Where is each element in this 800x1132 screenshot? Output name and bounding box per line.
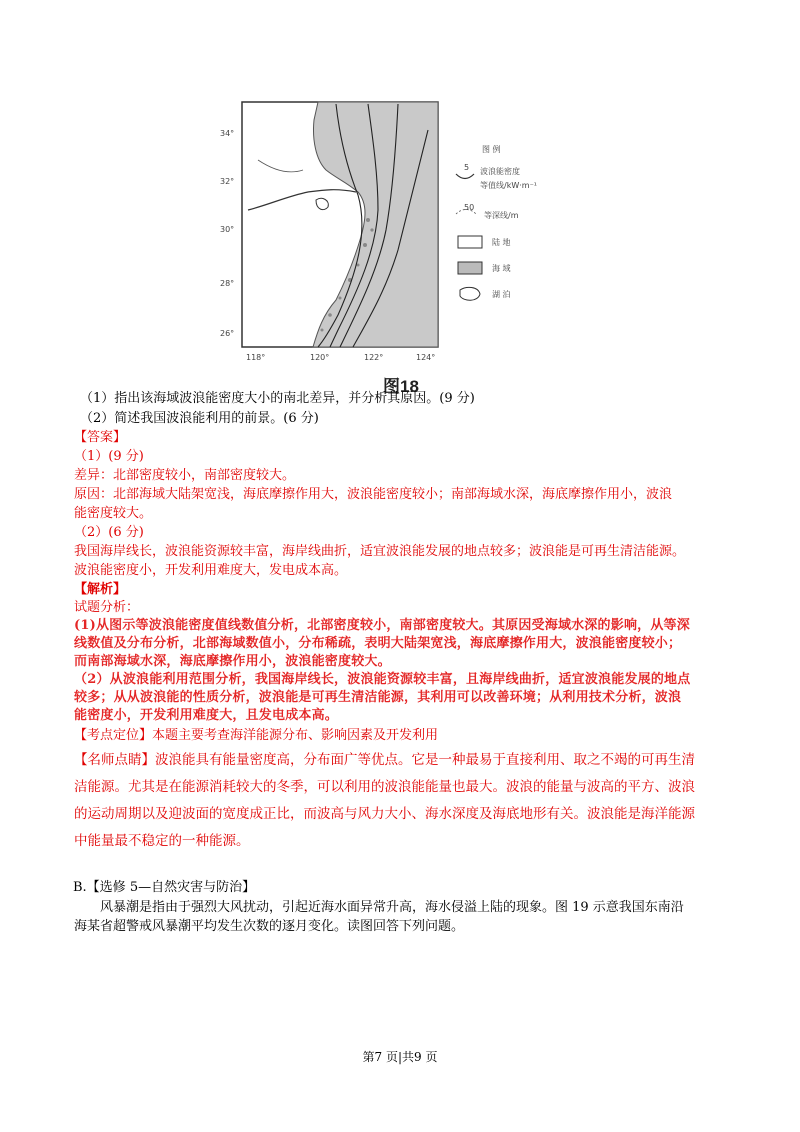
answer-1-reason-cont: 能密度较大。	[74, 506, 153, 521]
legend-lake: 湖 泊	[492, 290, 511, 299]
exam-point: 【考点定位】本题主要考查海洋能源分布、影响因素及开发利用	[74, 728, 439, 743]
answer-1-diff: 差异：北部密度较小，南部密度较大。	[74, 468, 296, 483]
teacher-note-line: 的运动周期以及迎波面的宽度成正比，而波高与风力大小、海水深度及海底地形有关。波浪能是海洋能源	[74, 806, 695, 822]
analysis-line: 而南部海域水深，海底摩擦作用小，波浪能密度较大。	[74, 654, 391, 669]
lon-label: 122°	[364, 353, 384, 362]
legend-land: 陆 地	[492, 238, 511, 247]
lon-label: 120°	[310, 353, 330, 362]
lon-label: 118°	[246, 353, 266, 362]
teacher-note-line: 【名师点睛】波浪能具有能量密度高，分布面广等优点。它是一种最易于直接利用、取之不竭的可再生清	[74, 752, 695, 768]
answer-1-reason: 原因：北部海域大陆架宽浅，海底摩擦作用大，波浪能密度较小；南部海域水深，海底摩擦作用小，波浪	[74, 487, 673, 502]
lat-label: 30°	[220, 225, 235, 234]
answer-heading: 【答案】	[74, 430, 127, 445]
lat-label: 32°	[220, 177, 235, 186]
analysis-heading: 【解析】	[74, 582, 127, 597]
analysis-intro: 试题分析：	[74, 600, 140, 615]
answer-2-score: （2）(6 分)	[74, 525, 144, 540]
analysis-line: 能密度小，开发利用难度大，且发电成本高。	[74, 708, 339, 723]
land-swatch	[458, 236, 482, 248]
legend-depth-label: 等深线/m	[484, 211, 519, 220]
legend-contour-value: 5	[464, 163, 470, 172]
section-b-paragraph: 风暴潮是指由于强烈大风扰动，引起近海水面异常升高，海水侵溢上陆的现象。图 19 示意我国东南沿	[100, 900, 684, 915]
figure-18-map	[218, 100, 473, 365]
lon-label: 124°	[416, 353, 436, 362]
analysis-line: 线数值及分布分析，北部海域数值小，分布稀疏，表明大陆架宽浅，海底摩擦作用大，波浪能密度较小；	[74, 636, 682, 651]
legend-title: 图 例	[482, 145, 501, 154]
analysis-line: 较多；从从波浪能的性质分析，波浪能是可再生清洁能源，其利用可以改善环境；从利用技术分析，波浪	[74, 690, 682, 705]
teacher-note-line: 中能量最不稳定的一种能源。	[74, 833, 250, 849]
sea-swatch	[458, 262, 482, 274]
answer-2-text: 我国海岸线长，波浪能资源较丰富，海岸线曲折，适宜波浪能发展的地点较多；波浪能是可再生清洁能源。	[74, 544, 686, 559]
legend-depth-value: 50	[464, 203, 475, 212]
question-1: （1）指出该海域波浪能密度大小的南北差异，并分析其原因。(9 分)	[80, 391, 475, 406]
teacher-note-line: 洁能源。尤其是在能源消耗较大的冬季，可以利用的波浪能能量也最大。波浪的能量与波高的平方、波浪	[74, 779, 695, 795]
analysis-line: (1)从图示等波浪能密度值线数值分析，北部密度较小，南部密度较大。其原因受海域水深的影响，从等深	[74, 618, 690, 633]
section-b-paragraph-cont: 海某省超警戒风暴潮平均发生次数的逐月变化。读图回答下列问题。	[74, 919, 465, 934]
answer-2-text-cont: 波浪能密度小，开发利用难度大，发电成本高。	[74, 563, 348, 578]
lat-label: 34°	[220, 129, 235, 138]
analysis-line: （2）从波浪能利用范围分析，我国海岸线长，波浪能资源较丰富，且海岸线曲折，适宜波浪能发展的地点	[74, 672, 691, 687]
map-legend	[452, 140, 572, 320]
lake-swatch	[460, 287, 480, 300]
question-2: （2）简述我国波浪能利用的前景。(6 分)	[80, 411, 319, 426]
figure-caption: 图18	[383, 377, 419, 396]
lat-label: 26°	[220, 329, 235, 338]
legend-contour-label-1: 波浪能密度	[480, 167, 520, 176]
legend-sea: 海 域	[492, 264, 511, 273]
section-b-heading: B.【选修 5—自然灾害与防治】	[73, 880, 256, 895]
lat-label: 28°	[220, 279, 235, 288]
contour-symbol	[456, 174, 474, 179]
page-footer: 第7 页|共9 页	[362, 1050, 438, 1064]
legend-contour-label-2: 等值线/kW·m⁻¹	[480, 181, 538, 190]
answer-1-score: （1）(9 分)	[74, 449, 144, 464]
